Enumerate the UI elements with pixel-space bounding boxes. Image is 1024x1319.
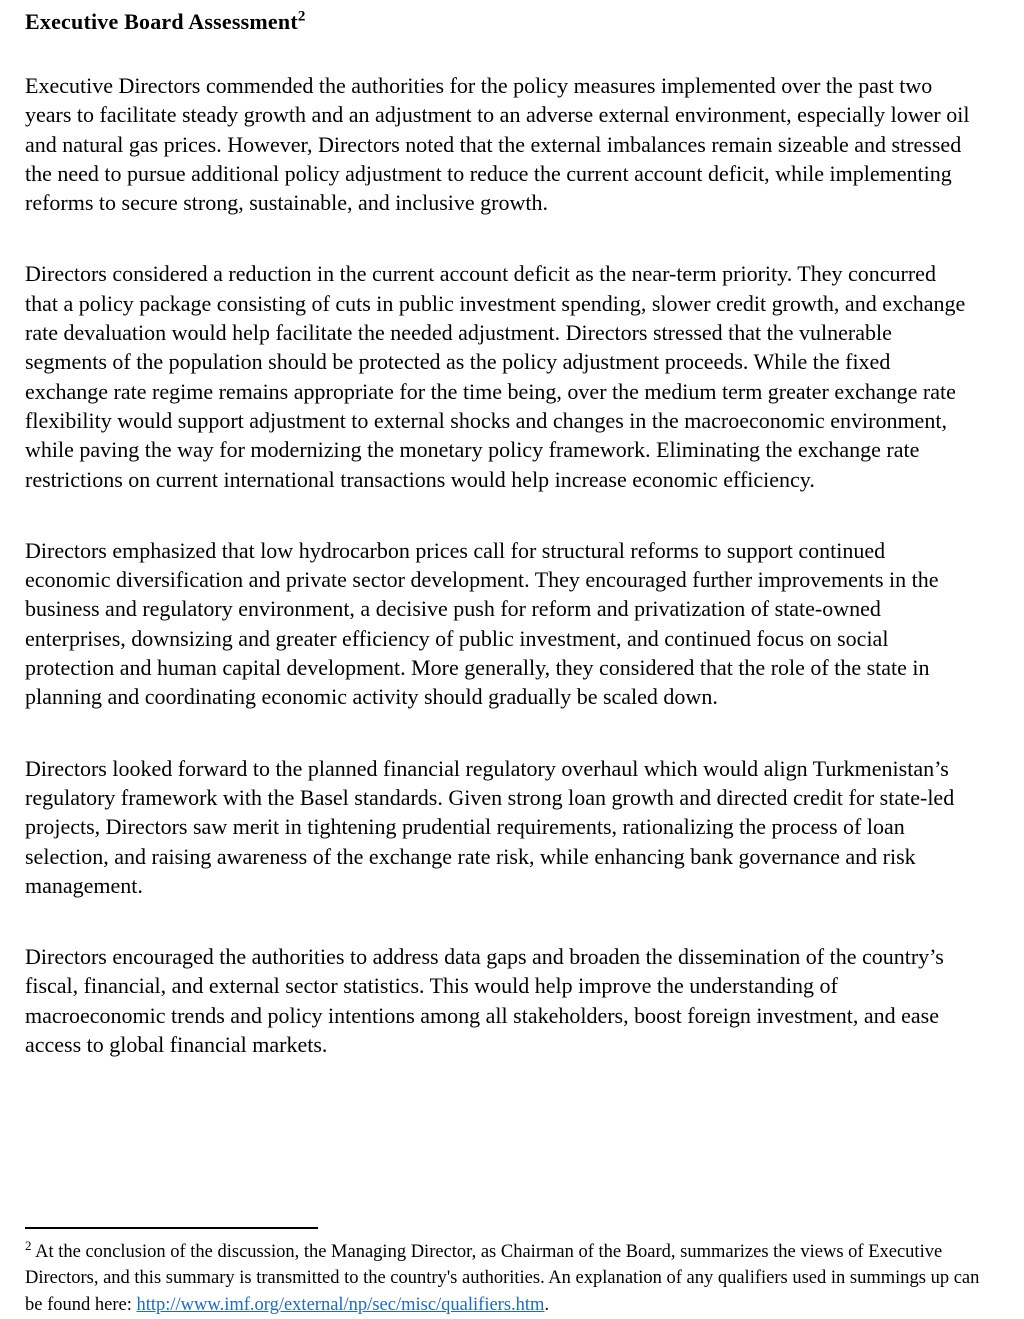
- paragraph-2: Directors considered a reduction in the current account deficit as the near-term priority. They concurred that a policy package consisting of cuts in public investment spending, slower credit growth, and exchange rate devaluation would help facilitate the needed adjustment. Directors stressed that the vulnerable segments of the population should be protected as the policy adjustment proceeds. While the fixed exchange rate regime remains appropriate for the time being, over the medium term greater exchange rate flexibility would support adjustment to external shocks and changes in the macroeconomic environment, while paving the way for modernizing the monetary policy framework. Eliminating the exchange rate restrictions on current international transactions would help increase economic efficiency.: [25, 261, 966, 492]
- footnote-closing-period: .: [544, 1294, 550, 1315]
- title-footnote-marker: 2: [297, 8, 306, 25]
- page-title-text: Executive Board Assessment: [25, 9, 298, 34]
- footnote: [25, 1227, 985, 1318]
- page-title: [25, 9, 998, 35]
- qualifiers-link[interactable]: http://www.imf.org/external/np/sec/misc/qualifiers.htm: [136, 1294, 545, 1315]
- footnote-separator-rule: [25, 1227, 318, 1229]
- paragraph-4: Directors looked forward to the planned financial regulatory overhaul which would align Turkmenistan’s regulatory framework with the Basel standards. Given strong loan growth and directed credit for state-led projects, Directors saw merit in tightening prudential requirements, rationalizing the process of loan selection, and raising awareness of the exchange rate risk, while enhancing bank governance and risk management.: [25, 755, 955, 898]
- footnote-body-text: At the conclusion of the discussion, the Managing Director, as Chairman of the Board, summarizes the views of Executive Directors, and this summary is transmitted to the country's authorities. An explanation of any qualifiers used in summings up can be found here:: [25, 1242, 980, 1315]
- paragraph-5: Directors encouraged the authorities to address data gaps and broaden the dissemination of the country’s fiscal, financial, and external sector statistics. This would help improve the understanding of macroeconomic trends and policy intentions among all stakeholders, boost foreign investment, and ease access to global financial markets.: [25, 944, 944, 1058]
- footnote-text: [25, 1239, 985, 1318]
- paragraph-1: Executive Directors commended the authorities for the policy measures implemented over the past two years to facilitate steady growth and an adjustment to an adverse external environment, especially lower oil and natural gas prices. However, Directors noted that the external imbalances remain sizeable and stressed the need to pursue additional policy adjustment to reduce the current account deficit, while implementing reforms to secure strong, sustainable, and inclusive growth.: [25, 73, 970, 216]
- footnote-marker: 2: [25, 1237, 32, 1253]
- paragraph-3: Directors emphasized that low hydrocarbon prices call for structural reforms to support continued economic diversification and private sector development. They encouraged further improvements in the business and regulatory environment, a decisive push for reform and privatization of state-owned enterprises, downsizing and greater efficiency of public investment, and continued focus on social protection and human capital development. More generally, they considered that the role of the state in planning and coordinating economic activity should gradually be scaled down.: [25, 537, 939, 710]
